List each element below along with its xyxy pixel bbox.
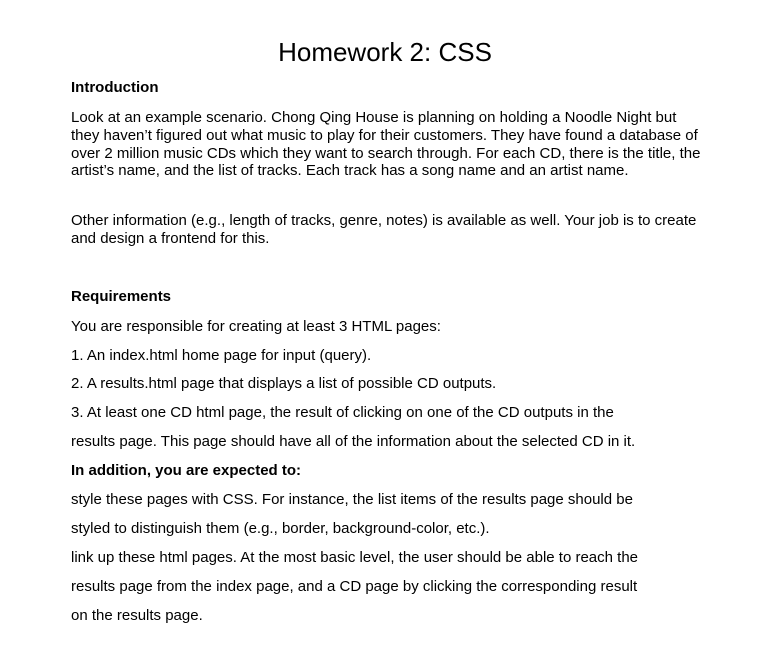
requirements-line: results page. This page should have all of the information about the selected CD in it. [71, 433, 636, 450]
requirements-line: 3. At least one CD html page, the result of clicking on one of the CD outputs in the [71, 404, 614, 421]
requirements-line: results page from the index page, and a CD page by clicking the corresponding result [71, 578, 638, 595]
introduction-paragraph-1: Look at an example scenario. Chong Qing House is planning on holding a Noodle Night but they haven’t figured out what music to play for their customers. They have found a database of over 2 million music CDs which they want to search through. For each CD, there is the title, the artist’s name, and the list of tracks. Each track has a song name and an artist name. [71, 109, 701, 180]
additional-expectations-heading: In addition, you are expected to: [71, 462, 302, 479]
requirements-line: style these pages with CSS. For instance, the list items of the results page should be [71, 491, 633, 508]
requirements-line: You are responsible for creating at least 3 HTML pages: [71, 318, 441, 335]
requirements-line: link up these html pages. At the most basic level, the user should be able to reach the [71, 549, 639, 566]
introduction-paragraph-2: Other information (e.g., length of tracks, genre, notes) is available as well. Your job is to create and design a frontend for this. [71, 212, 697, 247]
introduction-heading: Introduction [71, 79, 159, 96]
page-title: Homework 2: CSS [278, 37, 492, 67]
requirements-line: 1. An index.html home page for input (query). [71, 347, 372, 364]
requirements-heading: Requirements [71, 288, 172, 305]
requirements-line: on the results page. [71, 607, 203, 624]
requirements-line: 2. A results.html page that displays a list of possible CD outputs. [71, 375, 497, 392]
requirements-line: styled to distinguish them (e.g., border, background-color, etc.). [71, 520, 490, 537]
